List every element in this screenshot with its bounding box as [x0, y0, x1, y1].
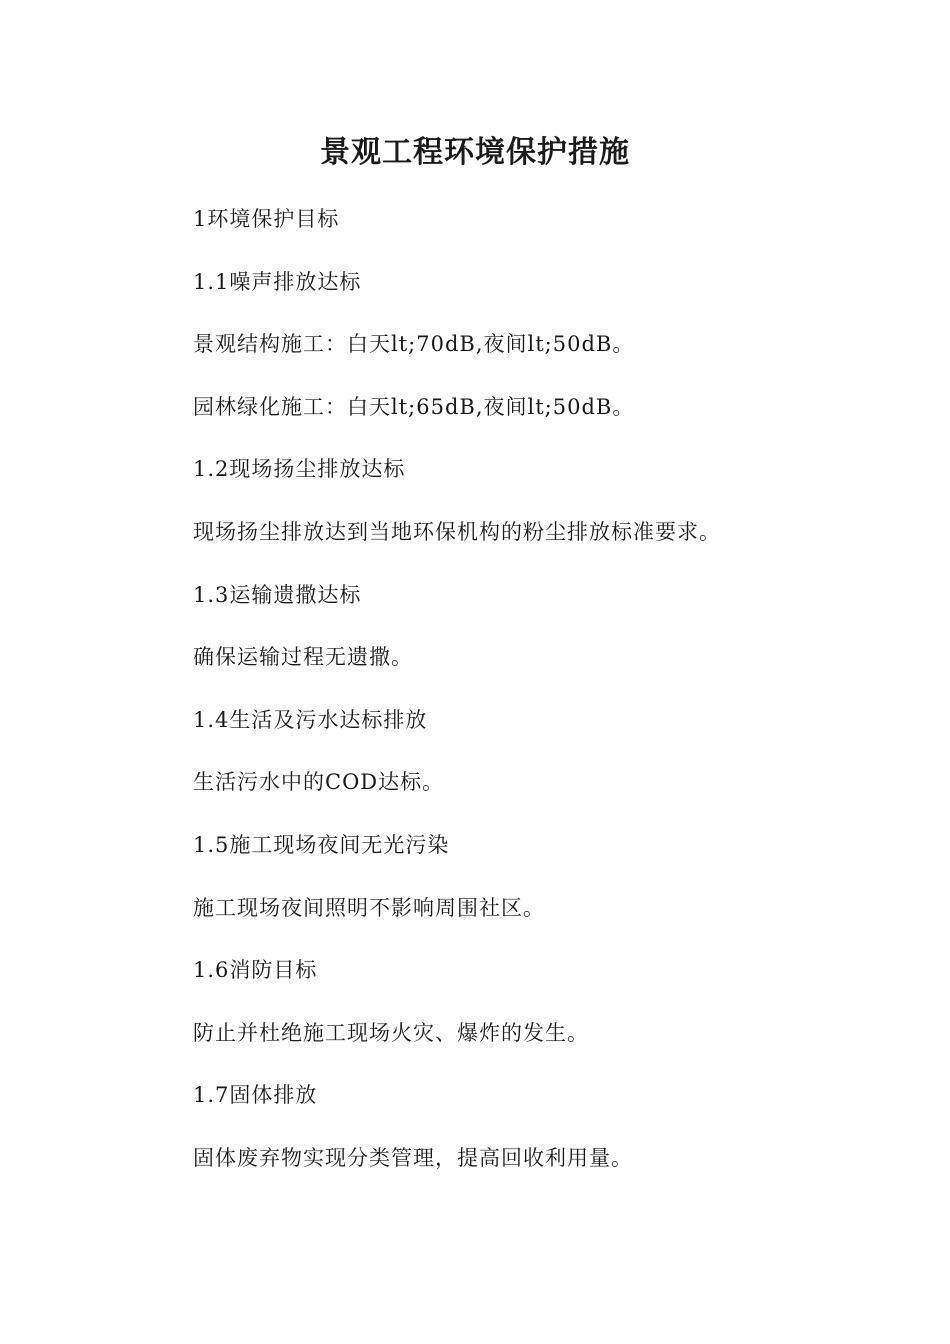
paragraph-dust-standard: 现场扬尘排放达到当地环保机构的粉尘排放标准要求。 — [193, 519, 721, 544]
heading-transport-spill: 1.3运输遗撒达标 — [193, 582, 362, 607]
document-title: 景观工程环境保护措施 — [320, 135, 630, 170]
heading-fire-safety: 1.6消防目标 — [193, 958, 318, 983]
heading-light-pollution: 1.5施工现场夜间无光污染 — [193, 832, 450, 857]
paragraph-structure-noise: 景观结构施工：白天lt;70dB,夜间lt;50dB。 — [193, 332, 635, 357]
heading-environmental-goals: 1环境保护目标 — [193, 207, 340, 231]
paragraph-sewage-cod: 生活污水中的COD达标。 — [193, 770, 445, 795]
paragraph-solid-waste: 固体废弃物实现分类管理，提高回收利用量。 — [193, 1145, 633, 1170]
paragraph-fire-prevention: 防止并杜绝施工现场火灾、爆炸的发生。 — [193, 1020, 589, 1045]
document-body — [193, 197, 913, 1199]
heading-solid-waste: 1.7固体排放 — [193, 1083, 318, 1108]
paragraph-transport-spill: 确保运输过程无遗撒。 — [193, 645, 413, 670]
heading-sewage-discharge: 1.4生活及污水达标排放 — [193, 707, 428, 732]
heading-dust-emission: 1.2现场扬尘排放达标 — [193, 457, 406, 482]
paragraph-night-lighting: 施工现场夜间照明不影响周围社区。 — [193, 895, 545, 920]
paragraph-greening-noise: 园林绿化施工：白天lt;65dB,夜间lt;50dB。 — [193, 394, 635, 419]
heading-noise-emission: 1.1噪声排放达标 — [193, 269, 362, 294]
